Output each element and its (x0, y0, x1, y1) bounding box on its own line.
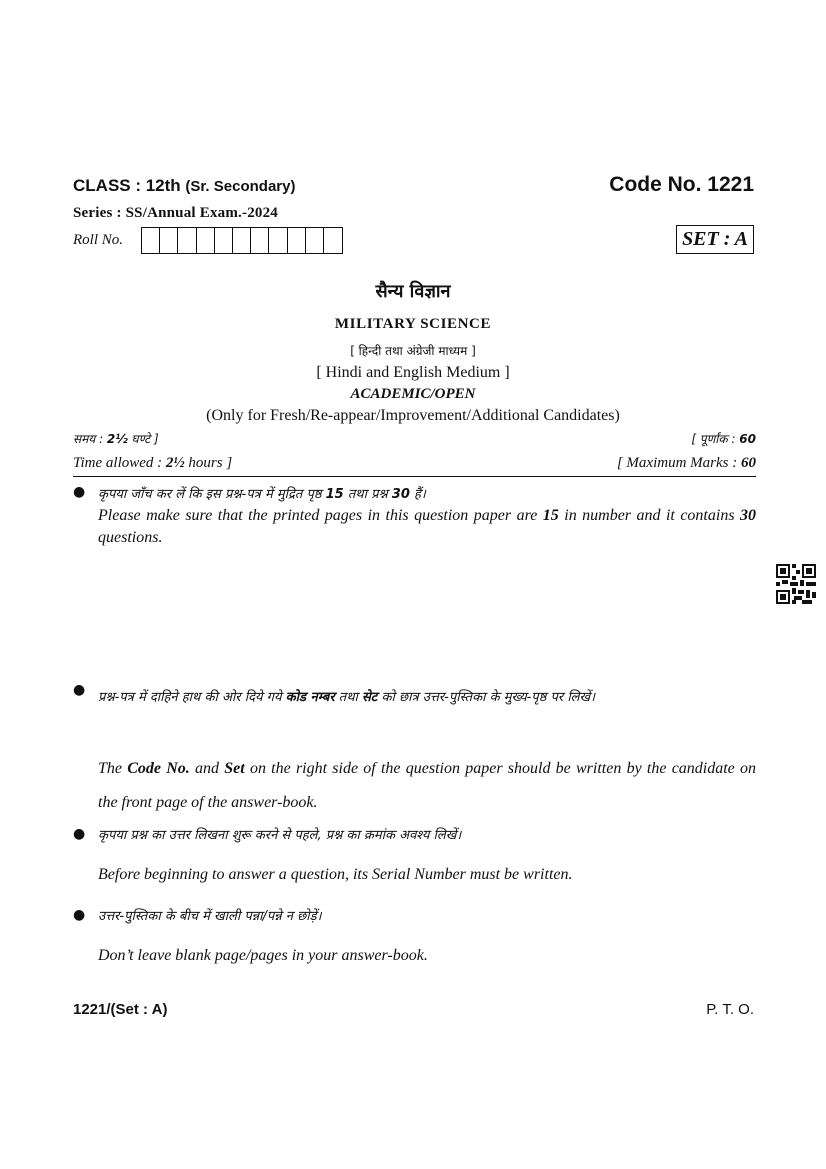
roll-digit-box[interactable] (288, 228, 306, 253)
code-number: Code No. 1221 (609, 173, 754, 196)
roll-number-boxes[interactable] (141, 227, 343, 254)
roll-digit-box[interactable] (251, 228, 269, 253)
time-marks-hindi (73, 430, 756, 447)
instruction-1-hindi: कृपया जाँच कर लें कि इस प्रश्न-पत्र में मुद्रित पृष्ठ 15 तथा प्रश्न 30 हैं। (98, 487, 426, 502)
footer-code: 1221/(Set : A) (73, 1001, 168, 1018)
instruction-3-english: Before beginning to answer a question, its Serial Number must be written. (98, 866, 573, 883)
instruction-2-english: The Code No. and Set on the right side of the question paper should be written by the candidate on the front page of the answer-book. (98, 760, 757, 811)
roll-digit-box[interactable] (269, 228, 287, 253)
subject-title-hindi: सैन्य विज्ञान (375, 281, 451, 302)
instruction-4-english: Don’t leave blank page/pages in your answer-book. (98, 947, 428, 964)
class-main: CLASS : 12th (73, 176, 181, 195)
divider-line (73, 476, 756, 477)
class-line (73, 176, 295, 196)
roll-digit-box[interactable] (233, 228, 251, 253)
bullet-icon: ● (73, 907, 86, 923)
roll-digit-box[interactable] (142, 228, 160, 253)
instruction-1-english: Please make sure that the printed pages in this question paper are 15 in number and it contains 30 questions. (98, 507, 757, 546)
roll-number-label: Roll No. (73, 232, 124, 248)
bullet-icon: ● (73, 682, 86, 698)
roll-digit-box[interactable] (215, 228, 233, 253)
instruction-4-hindi: उत्तर-पुस्तिका के बीच में खाली पन्ना/पन्ने न छोड़ें। (98, 909, 322, 924)
series-line: Series : SS/Annual Exam.-2024 (73, 205, 278, 221)
academic-open-label: ACADEMIC/OPEN (350, 386, 476, 402)
time-marks-english (73, 455, 756, 472)
medium-english: [ Hindi and English Medium ] (316, 364, 510, 381)
class-sub: (Sr. Secondary) (185, 178, 296, 195)
marks-hindi: [ पूर्णांक : 60 (691, 432, 756, 446)
roll-digit-box[interactable] (160, 228, 178, 253)
time-hindi: समय : 2½ घण्टे ] (73, 432, 159, 446)
roll-digit-box[interactable] (197, 228, 215, 253)
medium-hindi: [ हिन्दी तथा अंग्रेजी माध्यम ] (350, 344, 476, 358)
roll-digit-box[interactable] (306, 228, 324, 253)
time-allowed: Time allowed : 2½ hours ] (73, 455, 233, 471)
instruction-2-hindi: प्रश्न-पत्र में दाहिने हाथ की ओर दिये गये कोड नम्बर तथा सेट को छात्र उत्तर-पुस्तिका के मुख्य-पृष्ठ पर लिखें। (98, 690, 596, 705)
footer-pto: P. T. O. (706, 1001, 754, 1018)
set-badge: SET : A (676, 225, 754, 254)
roll-digit-box[interactable] (324, 228, 342, 253)
bullet-icon: ● (73, 484, 86, 500)
qr-code-icon (776, 564, 816, 604)
candidates-note: (Only for Fresh/Re-appear/Improvement/Additional Candidates) (206, 407, 620, 424)
bullet-icon: ● (73, 826, 86, 842)
roll-digit-box[interactable] (178, 228, 196, 253)
subject-title-english: MILITARY SCIENCE (334, 316, 492, 332)
maximum-marks: [ Maximum Marks : 60 (616, 455, 756, 471)
instruction-3-hindi: कृपया प्रश्न का उत्तर लिखना शुरू करने से पहले, प्रश्न का क्रमांक अवश्य लिखें। (98, 828, 462, 843)
